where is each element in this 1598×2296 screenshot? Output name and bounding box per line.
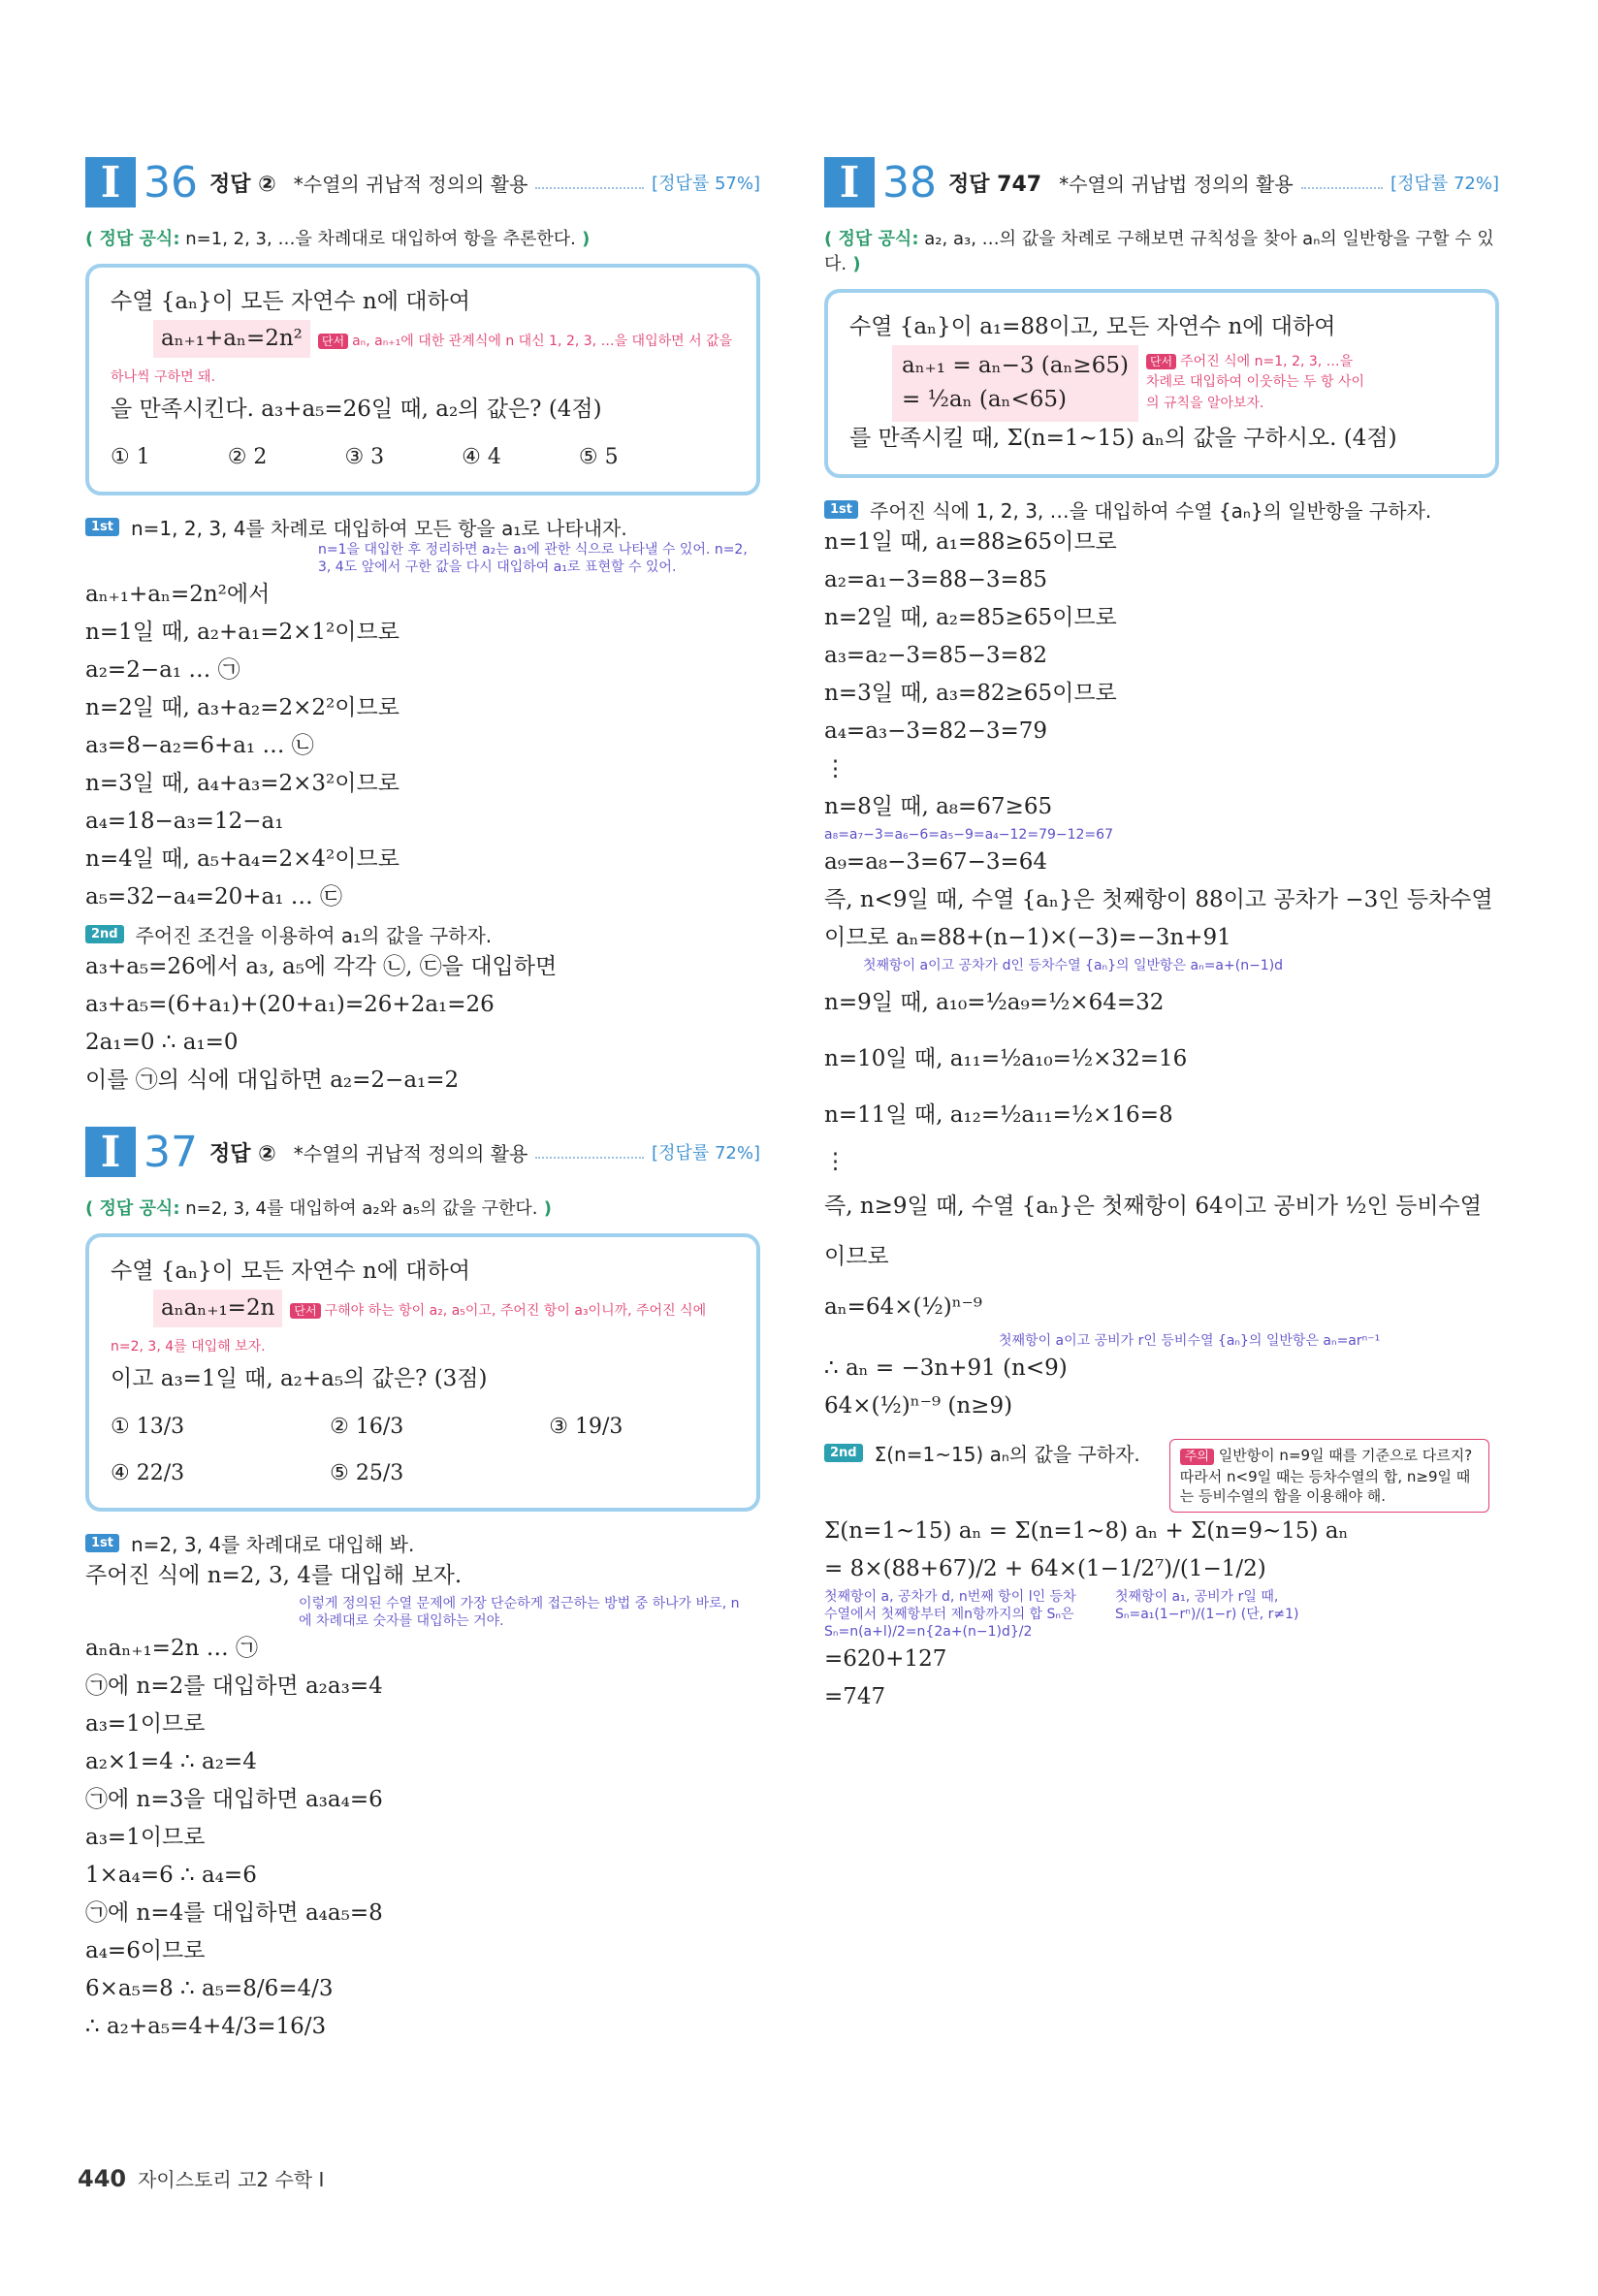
equation: aₙ₊₁ = aₙ−3 (aₙ≥65) [902,352,1129,378]
topic: *수열의 귀납적 정의의 활용 [293,172,528,196]
solution-line: n=9일 때, a₁₀=½a₉=½×64=32 [824,989,1165,1015]
answer-options [111,1411,735,1444]
side-note: n=1을 대입한 후 정리하면 a₂는 a₁에 관한 식으로 나타낼 수 있어. n=2, 3, 4도 앞에서 구한 값을 다시 대입하여 a₁로 표현할 수 있어. [318,541,748,575]
solution-line: ⋮ [824,1148,847,1174]
solution-line: a₃+a₅=(6+a₁)+(20+a₁)=26+2a₁=26 [85,991,495,1017]
step-1: 1st n=2, 3, 4를 차례대로 대입해 봐. [85,1529,760,1557]
solution-line: 2a₁=0 ∴ a₁=0 [85,1029,239,1055]
solution-line: 즉, n≥9일 때, 수열 {aₙ}은 첫째항이 64이고 공비가 ½인 등비수열이므로 [824,1193,1482,1269]
topic: *수열의 귀납법 정의의 활용 [1059,172,1294,196]
solution-line: =747 [824,1683,886,1709]
leader-dots [1301,175,1383,189]
problem-number: 36 [144,157,198,207]
accuracy-rate: [정답률 57%] [652,174,760,194]
formula-notes [824,1588,1499,1641]
solution-line: 이를 ㉠의 식에 대입하면 a₂=2−a₁=2 [85,1067,460,1093]
solution-line: a₅=32−a₄=20+a₁ … ㉢ [85,883,343,909]
problem-header [85,155,760,209]
solution-line: a₃=a₂−3=85−3=82 [824,642,1048,668]
side-note: 첫째항이 a₁, 공비가 r일 때, Sₙ=a₁(1−rⁿ)/(1−r) (단, r≠1) [1115,1588,1299,1622]
solution-line: ∴ a₂+a₅=4+4/3=16/3 [85,2013,327,2039]
equation: = ½aₙ (aₙ<65) [902,387,1067,413]
page-number: 440 [78,2165,127,2192]
solution-line: =620+127 [824,1645,947,1672]
solution-line: aₙaₙ₊₁=2n … ㉠ [85,1635,259,1661]
solution-line: a₃+a₅=26에서 a₃, a₅에 각각 ㉡, ㉢을 대입하면 [85,953,558,979]
solution-line: ㉠에 n=2를 대입하면 a₂a₃=4 [85,1673,383,1699]
solution-line: a₂=2−a₁ … ㉠ [85,656,240,683]
solution-line: a₃=1이므로 [85,1710,206,1737]
side-note: a₈=a₇−3=a₆−6=a₅−9=a₄−12=79−12=67 [824,826,1113,843]
hint: 단서 주어진 식에 n=1, 2, 3, …을 차례로 대입하여 이웃하는 두 항 사이의 규칙을 알아보자. [1145,353,1365,412]
solution-line: Σ(n=1~15) aₙ = Σ(n=1~8) aₙ + Σ(n=9~15) aₙ [824,1517,1349,1544]
solution-line: a₂=a₁−3=88−3=85 [824,566,1048,592]
question-box: 수열 {aₙ}이 모든 자연수 n에 대하여 aₙaₙ₊₁=2n 단서 구해야 하는 항이 a₂, a₅이고, 주어진 항이 a₃이니까, 주어진 식에 n=2, 3, 4를 대입해 보자. 이고 a₃=1일 때, a₂+a₅의 값은? (3점) ① 13/3 ② 16/3 ③ 19/3 ④ 22/3 ⑤ 25/3 [85,1233,760,1512]
answer: 정답 ② [209,1141,276,1166]
equation: aₙ₊₁+aₙ=2n² [153,320,310,359]
problem-number: 38 [882,157,937,207]
problem-header [824,155,1499,209]
accuracy-rate: [정답률 72%] [1390,174,1499,194]
solution-line: 즉, n<9일 때, 수열 {aₙ}은 첫째항이 88이고 공차가 −3인 등차수열 [824,886,1493,912]
solution-line: n=3일 때, a₃=82≥65이므로 [824,680,1117,706]
solution-line: ∴ aₙ = −3n+91 (n<9) [824,1355,1068,1381]
option: ④ 4 [462,444,501,469]
page-footer [78,2164,324,2192]
step-1: 1st n=1, 2, 3, 4를 차례로 대입하여 모든 항을 a₁로 나타내자. [85,513,760,541]
option: ① 1 [111,444,150,469]
option: ② 2 [227,444,268,469]
solution-line: a₉=a₈−3=67−3=64 [824,848,1048,875]
answer: 정답 ② [209,172,276,197]
leader-dots [535,175,644,189]
solution-line: n=10일 때, a₁₁=½a₁₀=½×32=16 [824,1045,1188,1071]
problem-36 [85,155,760,1100]
problem-37 [85,1125,760,2046]
answer-formula: ( 정답 공식: n=2, 3, 4를 대입하여 a₂와 a₅의 값을 구한다. ) [85,1198,552,1219]
topic: *수열의 귀납적 정의의 활용 [293,1141,528,1165]
problem-number: 37 [144,1127,198,1177]
option: ⑤ 5 [578,444,619,469]
side-note: 이렇게 정의된 수열 문제에 가장 단순하게 접근하는 방법 중 하나가 바로, n에 차례대로 숫자를 대입하는 거야. [299,1595,740,1629]
step-1: 1st 주어진 식에 1, 2, 3, …을 대입하여 수열 {aₙ}의 일반항을 구하자. [824,495,1499,524]
question-box: 수열 {aₙ}이 모든 자연수 n에 대하여 aₙ₊₁+aₙ=2n² 단서 aₙ, aₙ₊₁에 대한 관계식에 n 대신 1, 2, 3, …을 대입하면 서 값을 하나씩 구하면 돼. 을 만족시킨다. a₃+a₅=26일 때, a₂의 값은? (4점) ① 1 ② 2 ③ 3 ④ 4 ⑤ 5 [85,264,760,495]
answer-options [111,1457,735,1490]
solution-line: n=3일 때, a₄+a₃=2×3²이므로 [85,770,400,796]
solution-line: n=11일 때, a₁₂=½a₁₁=½×16=8 [824,1101,1173,1128]
step-2-row [824,1439,1499,1513]
option: ③ 19/3 [549,1414,623,1439]
solution-line: 주어진 식에 n=2, 3, 4를 대입해 보자. [85,1562,463,1588]
equation: aₙaₙ₊₁=2n [153,1290,282,1328]
solution-line: a₄=6이므로 [85,1937,206,1963]
solution-line: n=1일 때, a₁=88≥65이므로 [824,528,1117,555]
solution-line: a₄=18−a₃=12−a₁ [85,808,284,834]
book-title: 자이스토리 고2 수학 I [138,2168,325,2191]
unit-tag: I [85,1127,136,1177]
problem-38 [824,155,1499,1716]
solution-line: n=2일 때, a₃+a₂=2×2²이므로 [85,694,400,720]
answer-formula: ( 정답 공식: n=1, 2, 3, …을 차례대로 대입하여 항을 추론한다. ) [85,229,591,249]
caution-box: 주의 일반항이 n=9일 때를 기준으로 다르지? 따라서 n<9일 때는 등차수열의 합, n≥9일 때는 등비수열의 합을 이용해야 해. [1169,1439,1489,1513]
step-2: 2nd Σ(n=1~15) aₙ의 값을 구하자. [824,1439,1140,1467]
solution-line: 1×a₄=6 ∴ a₄=6 [85,1862,257,1888]
solution-line: a₃=8−a₂=6+a₁ … ㉡ [85,732,314,758]
answer-options [111,441,735,474]
hint: 단서 구해야 하는 항이 a₂, a₅이고, 주어진 항이 a₃이니까, 주어진 식에 n=2, 3, 4를 대입해 보자. [111,1302,707,1355]
solution-line: n=1일 때, a₂+a₁=2×1²이므로 [85,619,400,645]
question-box: 수열 {aₙ}이 a₁=88이고, 모든 자연수 n에 대하여 aₙ₊₁ = aₙ−3 (aₙ≥65) = ½aₙ (aₙ<65) 단서 주어진 식에 n=1, 2, 3, …을 차례로 대입하여 이웃하는 두 항 사이의 규칙을 알아보자. 를 만족시킬 때, Σ(n=1~15) aₙ의 값을 구하시오. (4점) [824,289,1499,478]
accuracy-rate: [정답률 72%] [652,1143,760,1164]
option: ① 13/3 [111,1414,185,1439]
solution-line: n=8일 때, a₈=67≥65 [824,793,1053,819]
solution-line: ㉠에 n=4를 대입하면 a₄a₅=8 [85,1899,383,1926]
solution-line: n=4일 때, a₅+a₄=2×4²이므로 [85,845,400,872]
problem-header [85,1125,760,1179]
side-note: 첫째항이 a이고 공비가 r인 등비수열 {aₙ}의 일반항은 aₙ=arⁿ⁻¹ [999,1332,1381,1349]
solution-line: a₃=1이므로 [85,1824,206,1850]
unit-tag: I [85,157,136,207]
solution-line: 이므로 aₙ=88+(n−1)×(−3)=−3n+91 [824,924,1231,950]
option: ⑤ 25/3 [330,1460,404,1485]
solution-line: aₙ=64×(½)ⁿ⁻⁹ [824,1293,983,1320]
option: ② 16/3 [330,1414,404,1439]
leader-dots [535,1145,644,1159]
solution-line: = 8×(88+67)/2 + 64×(1−1/2⁷)/(1−1/2) [824,1555,1266,1581]
side-note: 첫째항이 a이고 공차가 d인 등차수열 {aₙ}의 일반항은 aₙ=a+(n−1)d [863,957,1284,973]
solution-line: a₂×1=4 ∴ a₂=4 [85,1748,257,1774]
side-note: 첫째항이 a, 공차가 d, n번째 항이 l인 등차수열에서 첫째항부터 제n항까지의 합 Sₙ은 Sₙ=n(a+l)/2=n{2a+(n−1)d}/2 [824,1588,1076,1640]
unit-tag: I [824,157,875,207]
solution-line: a₄=a₃−3=82−3=79 [824,718,1048,744]
answer-formula: ( 정답 공식: a₂, a₃, …의 값을 차례로 구해보면 규칙성을 찾아 aₙ의 일반항을 구할 수 있다. ) [824,229,1494,274]
option: ③ 3 [344,444,385,469]
solution-line: ㉠에 n=3을 대입하면 a₃a₄=6 [85,1786,383,1812]
solution-line: 64×(½)ⁿ⁻⁹ (n≥9) [824,1392,1013,1419]
solution-line: ⋮ [824,755,847,781]
option: ④ 22/3 [111,1460,185,1485]
answer: 정답 747 [948,172,1042,197]
hint: 단서 aₙ, aₙ₊₁에 대한 관계식에 n 대신 1, 2, 3, …을 대입하면 서 값을 하나씩 구하면 돼. [111,333,733,386]
solution-line: 6×a₅=8 ∴ a₅=8/6=4/3 [85,1975,334,2001]
step-2: 2nd 주어진 조건을 이용하여 a₁의 값을 구하자. [85,920,760,948]
solution-line: aₙ₊₁+aₙ=2n²에서 [85,581,271,607]
solution-line: n=2일 때, a₂=85≥65이므로 [824,604,1117,630]
